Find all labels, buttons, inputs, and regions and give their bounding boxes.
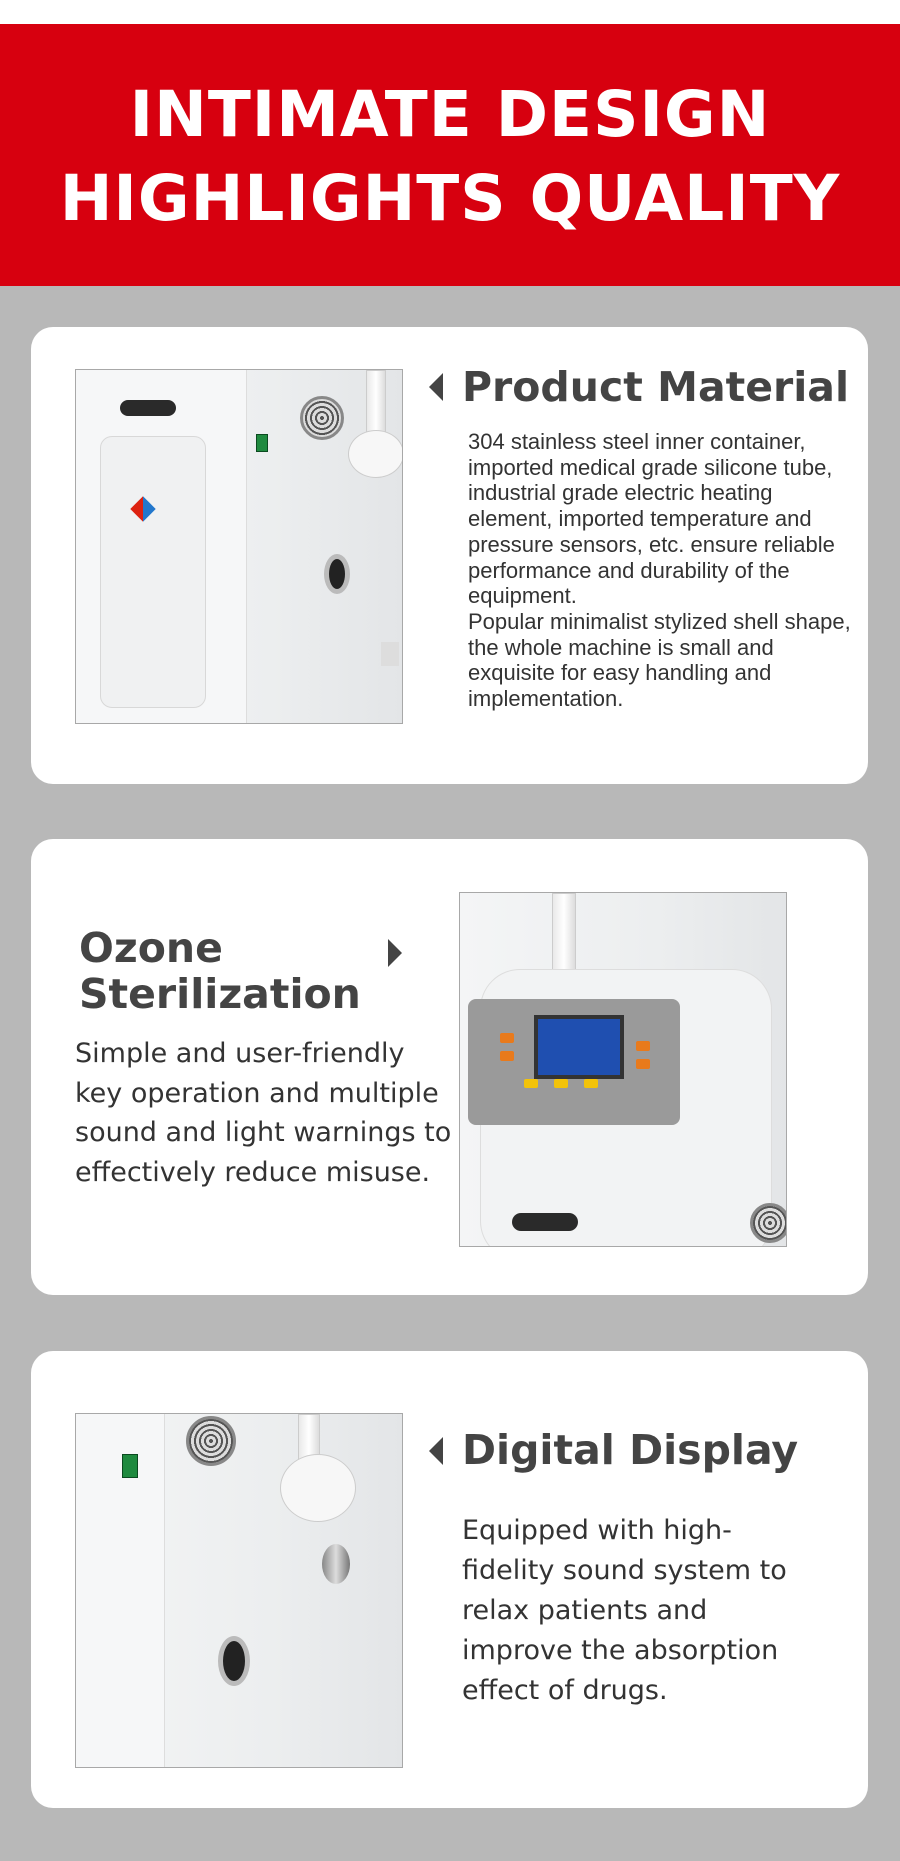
pointer-right-icon [388, 939, 402, 967]
hero-banner [0, 24, 900, 286]
fan-icon [300, 396, 344, 440]
fan-icon [186, 1416, 236, 1466]
section-title: Product Material [462, 363, 850, 411]
product-detail-photo [75, 1413, 403, 1768]
card-ozone-sterilization [31, 839, 868, 1295]
hero-title-line2: HIGHLIGHTS QUALITY [59, 162, 841, 235]
card-digital-display [31, 1351, 868, 1808]
product-side-photo [75, 369, 403, 724]
pointer-left-icon [429, 1437, 443, 1465]
section-title [79, 925, 361, 1017]
section-title-line2: Sterilization [79, 970, 361, 1018]
hero-title-line1: INTIMATE DESIGN [129, 78, 771, 151]
pointer-left-icon [429, 373, 443, 401]
card-product-material [31, 327, 868, 784]
section-body: Simple and user-friendly key operation and multiple sound and light warnings to effectively reduce misuse. [75, 1038, 452, 1188]
fan-icon [750, 1203, 787, 1243]
section-body: Equipped with high-fidelity sound system to relax patients and improve the absorption effect of drugs. [462, 1515, 787, 1706]
top-strip [0, 0, 900, 24]
section-title: Digital Display [462, 1426, 799, 1474]
section-title-line1: Ozone [79, 924, 223, 972]
control-panel-photo [459, 892, 787, 1247]
section-body: 304 stainless steel inner container, imported medical grade silicone tube, industrial grade electric heating element, imported temperature and pressure sensors, etc. ensure reliable performance and durability of the equipment. Popular minimalist stylized shell shape, the whole machine is small and exquisite for easy handling and implementation. [468, 429, 851, 712]
display-screen [534, 1015, 624, 1079]
